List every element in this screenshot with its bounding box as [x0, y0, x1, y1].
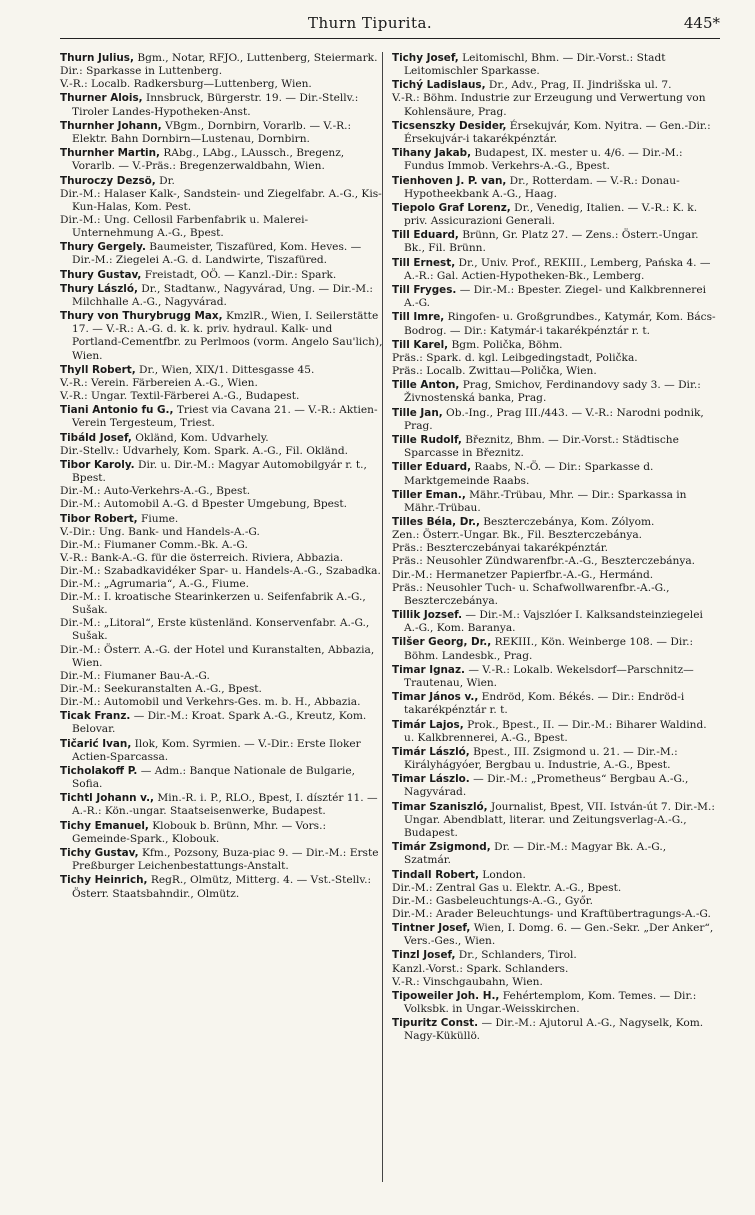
entry-name: Tibor Robert,	[60, 512, 138, 525]
entry-name: Till Karel,	[392, 338, 449, 351]
entry-line: Leitomischl, Bhm. — Dir.-Vorst.: Stadt Leitomischler Sparkasse.	[404, 52, 666, 78]
entry-line: Raabs, N.-Ö. — Dir.: Sparkasse d. Marktgemeinde Raabs.	[404, 461, 654, 487]
entry-name: Thurnher Martin,	[60, 147, 160, 160]
entry-name: Thury Gergely.	[60, 241, 146, 254]
directory-entry	[60, 283, 384, 309]
directory-entry	[60, 147, 384, 173]
entry-line: — Dir.-M.: Kroat. Spark A.-G., Kreutz, Kom. Belovar.	[72, 710, 367, 736]
entry-name: Tiepolo Graf Lorenz,	[392, 201, 511, 214]
directory-entry	[392, 990, 716, 1016]
entry-line: Bgm. Polička, Böhm.	[451, 338, 563, 351]
entry-name: Ticholakoff P.	[60, 764, 138, 777]
directory-entry	[60, 52, 384, 91]
directory-entry	[60, 404, 384, 430]
entry-name: Thurn Julius,	[60, 52, 134, 64]
entry-name: Thuroczy Dezsö,	[60, 174, 156, 187]
entry-line: Innsbruck, Bürgerstr. 19. — Dir.-Stellv.: Tiroler Landes-Hypotheken-Anst.	[72, 92, 359, 118]
entry-name: Thyll Robert,	[60, 363, 136, 376]
directory-entry	[60, 792, 384, 818]
directory-entry	[60, 92, 384, 118]
entry-line: Budapest, IX. mester u. 4/6. — Dir.-M.: Fundus Immob. Verkehrs-A.-G., Bpest.	[404, 147, 683, 173]
entry-line: Beszterczebánya, Kom. Zólyom.	[483, 516, 655, 529]
entry-line: RAbg., LAbg., LAussch., Bregenz, Vorarlb. — V.-Präs.: Bregenzerwaldbahn, Wien.	[72, 147, 345, 173]
entry-line: Dir.-M.: Fiumaner Comm.-Bk. A.-G.	[60, 538, 248, 551]
entry-name: Tibáld Josef,	[60, 431, 132, 444]
entry-name: Tintner Josef,	[392, 922, 471, 935]
column-divider	[382, 52, 383, 1182]
entry-line: V.-R.: Bank-A.-G. für die österreich. Riviera, Abbazia.	[60, 551, 344, 564]
running-header	[60, 14, 720, 39]
entry-name: Tindall Robert,	[392, 868, 479, 881]
entry-name: Tičarić Ivan,	[60, 737, 132, 750]
entry-line: Präs.: Localb. Zwittau—Polička, Wien.	[392, 365, 597, 378]
right-column	[392, 52, 716, 1045]
entry-line: Journalist, Bpest, VII. István-út 7. Dir.-M.: Ungar. Abendblatt, literar. und Zeitungsverlag-A.-G., Budapest.	[404, 800, 715, 839]
entry-line: — Dir.-M.: Bpester. Ziegel- und Kalkbrennerei A.-G.	[404, 284, 706, 310]
entry-name: Till Eduard,	[392, 229, 459, 242]
directory-entry	[60, 364, 384, 403]
directory-entry	[60, 847, 384, 873]
entry-line: Dr., Adv., Prag, II. Jindrišska ul. 7.	[488, 79, 672, 92]
entry-line: Kfm., Pozsony, Buza-piac 9. — Dir.-M.: Erste Preßburger Leichenbestattungs-Anstalt.	[72, 847, 379, 873]
directory-entry	[392, 1017, 716, 1043]
entry-line: Dir.-M.: Halaser Kalk-, Sandstein- und Ziegelfabr. A.-G., Kis-Kun-Halas, Kom. Pest.	[60, 187, 382, 213]
entry-name: Tilles Béla, Dr.,	[392, 516, 480, 529]
entry-name: Tille Jan,	[392, 406, 443, 419]
directory-entry	[392, 801, 716, 840]
entry-line: Dir.-M.: Auto-Verkehrs-A.-G., Bpest.	[60, 485, 251, 498]
entry-line: Dir.-M.: Gasbeleuchtungs-A.-G., Győr.	[392, 894, 593, 907]
entry-name: Ticak Franz.	[60, 710, 131, 723]
entry-name: Tihany Jakab,	[392, 147, 472, 160]
entry-line: Dir.-M.: Arader Beleuchtungs- und Kraftübertragungs-A.-G.	[392, 907, 711, 920]
entry-line: Dr., Schlanders, Tirol.	[458, 949, 577, 962]
entry-name: Tichy Gustav,	[60, 847, 139, 860]
directory-entry	[392, 922, 716, 948]
entry-name: Tillik Jozsef.	[392, 609, 463, 622]
entry-name: Timár Zsigmond,	[392, 841, 491, 854]
directory-entry	[60, 432, 384, 458]
entry-line: Dr., Wien, XIX/1. Dittesgasse 45.	[139, 363, 315, 376]
entry-name: Till Fryges.	[392, 284, 457, 297]
entry-line: Dir.-M.: Fiumaner Bau-A.-G.	[60, 669, 210, 682]
directory-entry	[60, 874, 384, 900]
entry-line: Dir.-M.: Szabadkavidéker Spar- u. Handels-A.-G., Szabadka.	[60, 565, 381, 577]
entry-line: Präs.: Beszterczebányai takarékpénztár.	[392, 542, 609, 555]
directory-entry	[392, 949, 716, 988]
entry-line: — Dir.-M.: Ajutorul A.-G., Nagyselk, Kom. Nagy-Küküllö.	[404, 1017, 704, 1043]
entry-name: Tiller Eduard,	[392, 461, 472, 474]
entry-line: Bpest., III. Zsigmond u. 21. — Dir.-M.: Királyhágyóer, Bergbau u. Industrie, A.-G., Bpest.	[404, 745, 678, 771]
directory-entry	[60, 175, 384, 240]
entry-line: REKIII., Kön. Weinberge 108. — Dir.: Böhm. Landesbk., Prag.	[404, 636, 694, 662]
directory-entry	[392, 609, 716, 635]
entry-name: Till Imre,	[392, 311, 445, 324]
directory-entry	[392, 379, 716, 405]
entry-line: VBgm., Dornbirn, Vorarlb. — V.-R.: Elektr. Bahn Dornbirn—Lustenau, Dornbirn.	[72, 119, 352, 145]
directory-entry	[392, 434, 716, 460]
entry-line: Okländ, Kom. Udvarhely.	[135, 431, 269, 444]
entry-line: V.-R.: Localb. Radkersburg—Luttenberg, Wien.	[60, 78, 312, 91]
directory-entry	[392, 719, 716, 745]
entry-line: Min.-R. i. P., RLO., Bpest, I. dísztér 11. — A.-R.: Kön.-ungar. Staatseisenwerke, Budapest.	[72, 792, 378, 818]
page-number: 445*	[683, 14, 720, 32]
entry-line: V.-R.: Vinschgaubahn, Wien.	[392, 975, 543, 988]
directory-entry	[392, 746, 716, 772]
entry-line: Prag, Smichov, Ferdinandovy sady 3. — Dir.: Živnostenská banka, Prag.	[404, 379, 701, 405]
directory-entry	[60, 765, 384, 791]
entry-line: Dir.-M.: „Agrumaria“, A.-G., Fiume.	[60, 578, 249, 591]
entry-line: Endröd, Kom. Békés. — Dir.: Endröd-i takarékpénztár r. t.	[404, 691, 685, 717]
directory-entry	[60, 710, 384, 736]
entry-name: Tichy Josef,	[392, 52, 459, 64]
entry-line: Präs.: Neusohler Tuch- u. Schafwollwarenfbr.-A.-G., Beszterczebánya.	[392, 581, 670, 607]
directory-entry	[392, 147, 716, 173]
entry-line: V.-R.: Böhm. Industrie zur Erzeugung und Verwertung von Kohlensäure, Prag.	[392, 92, 706, 118]
entry-line: Dir.-M.: Ung. Cellosil Farbenfabrik u. Malerei-Unternehmung A.-G., Bpest.	[60, 213, 309, 239]
running-title: Thurn Tipurita.	[308, 14, 433, 32]
entry-name: Tichy Emanuel,	[60, 819, 149, 832]
entry-line: — Dir.-M.: „Prometheus“ Bergbau A.-G., Nagyvárad.	[404, 773, 689, 799]
entry-name: Tichy Heinrich,	[60, 874, 148, 887]
directory-entry	[392, 461, 716, 487]
directory-entry	[60, 513, 384, 709]
entry-line: Brünn, Gr. Platz 27. — Zens.: Österr.-Ungar. Bk., Fil. Brünn.	[404, 229, 699, 255]
entry-name: Till Ernest,	[392, 256, 456, 269]
entry-name: Timar Ignaz.	[392, 663, 465, 676]
entry-name: Tibor Karoly.	[60, 459, 135, 472]
entry-line: — V.-R.: Lokalb. Wekelsdorf—Parschnitz—Trautenau, Wien.	[404, 663, 694, 689]
entry-line: Triest via Cavana 21. — V.-R.: Aktien-Verein Tergesteum, Triest.	[72, 404, 378, 430]
directory-entry	[60, 269, 384, 282]
directory-entry	[392, 516, 716, 608]
entry-line: Dir.-M.: Seekuranstalten A.-G., Bpest.	[60, 682, 262, 695]
entry-line: V.-R.: Ungar. Textil-Färberei A.-G., Budapest.	[60, 390, 300, 403]
entry-line: Fehértemplom, Kom. Temes. — Dir.: Volksbk. in Ungar.-Weisskirchen.	[404, 989, 697, 1015]
entry-line: Mähr.-Trübau, Mhr. — Dir.: Sparkassa in Mähr.-Trübau.	[404, 488, 687, 514]
entry-line: Dr., Stadtanw., Nagyvárad, Ung. — Dir.-M.: Milchhalle A.-G., Nagyvárad.	[72, 282, 374, 308]
entry-name: Timár László,	[392, 745, 470, 758]
entry-line: Ringofen- u. Großgrundbes., Katymár, Kom. Bács-Bodrog. — Dir.: Katymár-i takarékpénztár r. t.	[404, 311, 716, 337]
directory-entry	[392, 691, 716, 717]
entry-line: Dir.-Stellv.: Udvarhely, Kom. Spark. A.-G., Fil. Okländ.	[60, 444, 348, 457]
entry-line: Březnitz, Bhm. — Dir.-Vorst.: Städtische Sparcasse in Březnitz.	[404, 434, 679, 460]
entry-line: Prok., Bpest., II. — Dir.-M.: Biharer Waldind. u. Kalkbrennerei, A.-G., Bpest.	[404, 718, 707, 744]
entry-line: Dir.-M.: I. kroatische Stearinkerzen u. Seifenfabrik A.-G., Sušak.	[60, 591, 366, 617]
entry-name: Tichý Ladislaus,	[392, 79, 486, 92]
entry-line: Dir. u. Dir.-M.: Magyar Automobilgyár r. t., Bpest.	[72, 459, 367, 485]
entry-name: Thury von Thurybrugg Max,	[60, 310, 223, 323]
entry-name: Tille Rudolf,	[392, 434, 462, 447]
directory-entry	[392, 841, 716, 867]
entry-line: Bgm., Notar, RFJO., Luttenberg, Steiermark.	[137, 52, 378, 64]
directory-entry	[392, 773, 716, 799]
entry-line: KmzlR., Wien, I. Seilerstätte 17. — V.-R.: A.-G. d. k. k. priv. hydraul. Kalk- und Portland-Cementfbr. zu Perlmoos (vorm. Angelo Sau'lich), Wien.	[72, 310, 383, 362]
entry-name: Thury Gustav,	[60, 268, 142, 281]
entry-name: Thury László,	[60, 282, 138, 295]
entry-line: — Dir.-M.: Vajszlóer I. Kalksandsteinziegelei A.-G., Kom. Baranya.	[404, 609, 703, 635]
entry-line: V.-R.: Verein. Färbereien A.-G., Wien.	[60, 376, 258, 389]
directory-entry	[60, 820, 384, 846]
entry-line: Fiume.	[141, 512, 179, 525]
directory-entry	[60, 459, 384, 511]
directory-entry	[392, 284, 716, 310]
entry-line: Dr., Venedig, Italien. — V.-R.: K. k. priv. Assicurazioni Generali.	[404, 201, 698, 228]
entry-line: Dr., Univ. Prof., REKIII., Lemberg, Pańska 4. — A.-R.: Gal. Actien-Hypotheken-Bk., Lemberg.	[404, 256, 711, 282]
entry-line: Präs.: Spark. d. kgl. Leibgedingstadt, Polička.	[392, 351, 638, 364]
directory-entry	[392, 120, 716, 146]
entry-line: Präs.: Neusohler Zündwarenfbr.-A.-G., Beszterczebánya.	[392, 555, 696, 568]
entry-name: Tille Anton,	[392, 379, 460, 392]
entry-line: Wien, I. Domg. 6. — Gen.-Sekr. „Der Anker“, Vers.-Ges., Wien.	[404, 922, 714, 948]
entry-line: Dir.-M.: „Litoral“, Erste küstenländ. Konservenfabr. A.-G., Sušak.	[60, 617, 370, 643]
entry-line: RegR., Olmütz, Mitterg. 4. — Vst.-Stellv.: Österr. Staatsbahndir., Olmütz.	[72, 874, 372, 900]
entry-name: Tipuritz Const.	[392, 1017, 479, 1030]
entry-line: Dr., Rotterdam. — V.-R.: Donau-Hypotheekbank A.-G., Haag.	[404, 174, 680, 200]
directory-entry	[392, 869, 716, 921]
entry-line: London.	[482, 868, 526, 881]
directory-entry	[60, 241, 384, 267]
left-column	[60, 52, 384, 902]
entry-line: Dir.-M.: Automobil und Verkehrs-Ges. m. b. H., Abbazia.	[60, 695, 361, 708]
entry-line: Érsekujvár, Kom. Nyitra. — Gen.-Dir.: Érsekujvár-i takarékpénztár.	[404, 119, 711, 145]
directory-entry	[60, 310, 384, 362]
entry-line: Dir.: Sparkasse in Luttenberg.	[60, 65, 223, 78]
directory-entry	[392, 311, 716, 337]
entry-name: Tiani Antonio fu G.,	[60, 404, 174, 417]
entry-name: Thurner Alois,	[60, 92, 143, 105]
entry-line: Zen.: Österr.-Ungar. Bk., Fil. Beszterczebánya.	[392, 529, 643, 542]
entry-line: Dir.-M.: Österr. A.-G. der Hotel und Kuranstalten, Abbazia, Wien.	[60, 643, 375, 669]
directory-entry	[392, 52, 716, 78]
entry-line: Dr. — Dir.-M.: Magyar Bk. A.-G., Szatmár.	[404, 841, 667, 867]
entry-name: Thurnher Johann,	[60, 119, 162, 132]
entry-name: Timar Lászlo.	[392, 773, 470, 786]
entry-name: Tipoweiler Joh. H.,	[392, 989, 500, 1002]
directory-entry	[60, 738, 384, 764]
entry-name: Tiller Eman.,	[392, 488, 466, 501]
entry-name: Tichtl Johann v.,	[60, 792, 154, 805]
entry-line: Kanzl.-Vorst.: Spark. Schlanders.	[392, 962, 569, 975]
entry-name: Ticsenszky Desider,	[392, 119, 507, 132]
directory-entry	[392, 636, 716, 662]
entry-line: Freistadt, OÖ. — Kanzl.-Dir.: Spark.	[144, 268, 337, 281]
entry-line: Dir.-M.: Hermanetzer Papierfbr.-A.-G., Hermánd.	[392, 568, 654, 581]
entry-line: Dir.-M.: Zentral Gas u. Elektr. A.-G., Bpest.	[392, 881, 622, 894]
directory-entry	[392, 202, 716, 228]
directory-entry	[392, 339, 716, 378]
entry-line: V.-Dir.: Ung. Bank- und Handels-A.-G.	[60, 525, 260, 538]
entry-name: Timár Lajos,	[392, 718, 464, 731]
entry-line: Baumeister, Tiszafüred, Kom. Heves. — Dir.-M.: Ziegelei A.-G. d. Landwirte, Tiszafüred.	[72, 241, 362, 267]
entry-line: Ob.-Ing., Prag III./443. — V.-R.: Narodni podnik, Prag.	[404, 406, 704, 432]
entry-name: Tienhoven J. P. van,	[392, 174, 507, 187]
directory-entry	[392, 664, 716, 690]
entry-name: Tinzl Josef,	[392, 949, 456, 962]
directory-entry	[392, 175, 716, 201]
directory-entry	[392, 229, 716, 255]
entry-line: Klobouk b. Brünn, Mhr. — Vors.: Gemeinde-Spark., Klobouk.	[72, 819, 327, 845]
directory-entry	[392, 407, 716, 433]
entry-line: Dir.-M.: Automobil A.-G. d Bpester Umgebung, Bpest.	[60, 498, 347, 511]
directory-entry	[392, 79, 716, 118]
entry-name: Timar Szaniszló,	[392, 800, 488, 813]
entry-line: Ilok, Kom. Syrmien. — V.-Dir.: Erste Iloker Actien-Sparcassa.	[72, 737, 361, 763]
entry-line: — Adm.: Banque Nationale de Bulgarie, Sofia.	[72, 764, 356, 791]
directory-entry	[60, 120, 384, 146]
entry-name: Tilšer Georg, Dr.,	[392, 636, 492, 649]
directory-entry	[392, 489, 716, 515]
directory-entry	[392, 257, 716, 283]
entry-name: Timar János v.,	[392, 691, 479, 704]
entry-line: Dr.	[159, 174, 175, 187]
